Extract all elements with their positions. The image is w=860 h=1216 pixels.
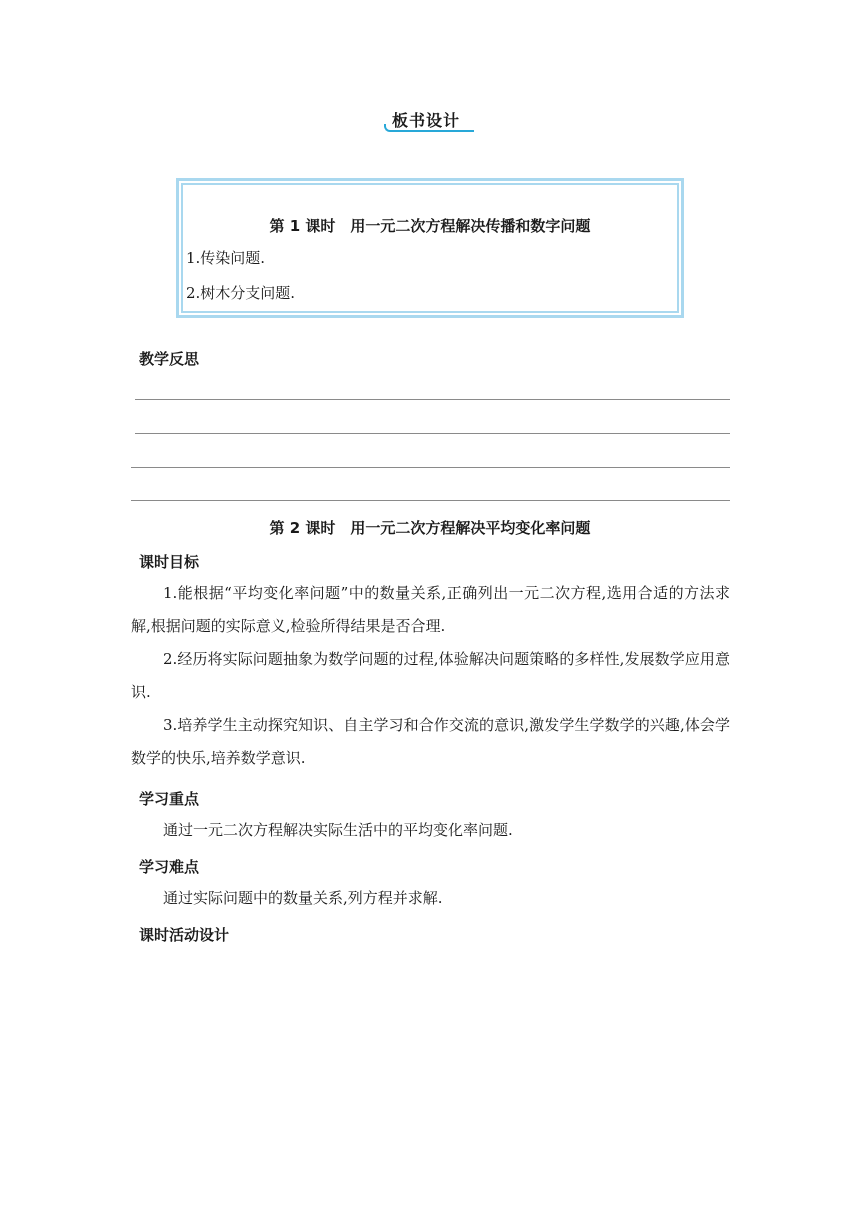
board-design-box [176,178,684,318]
objective-2: 2.经历将实际问题抽象为数学问题的过程,体验解决问题策略的多样性,发展数学应用意识. [131,650,730,701]
heading-underline-decoration [384,124,474,132]
reflection-line-3 [131,467,730,468]
reflection-line-2 [135,433,730,434]
reflection-line-4 [131,500,730,501]
objective-3: 3.培养学生主动探究知识、自主学习和合作交流的意识,激发学生学数学的兴趣,体会学数学的快乐,培养数学意识. [131,716,730,767]
objectives-heading: 课时目标 [139,553,200,571]
difficulties-heading: 学习难点 [139,858,200,876]
reflection-line-1 [135,399,730,400]
board-item-1: 1.传染问题. [186,249,266,267]
board-item-2: 2.树木分支问题. [186,284,296,302]
key-points-text: 通过一元二次方程解决实际生活中的平均变化率问题. [163,821,513,839]
board-design-heading [384,106,476,132]
board-design-box-inner [181,183,679,313]
difficulties-text: 通过实际问题中的数量关系,列方程并求解. [163,889,443,907]
activity-heading: 课时活动设计 [139,926,230,944]
lesson1-title: 第 1 课时 用一元二次方程解决传播和数字问题 [269,217,591,235]
reflection-heading: 教学反思 [139,350,200,368]
board-design-heading-text: 板书设计 [392,111,461,130]
objective-1: 1.能根据“平均变化率问题”中的数量关系,正确列出一元二次方程,选用合适的方法求解,根据问题的实际意义,检验所得结果是否合理. [131,584,730,635]
lesson2-title: 第 2 课时 用一元二次方程解决平均变化率问题 [269,519,591,537]
key-points-heading: 学习重点 [139,790,200,808]
